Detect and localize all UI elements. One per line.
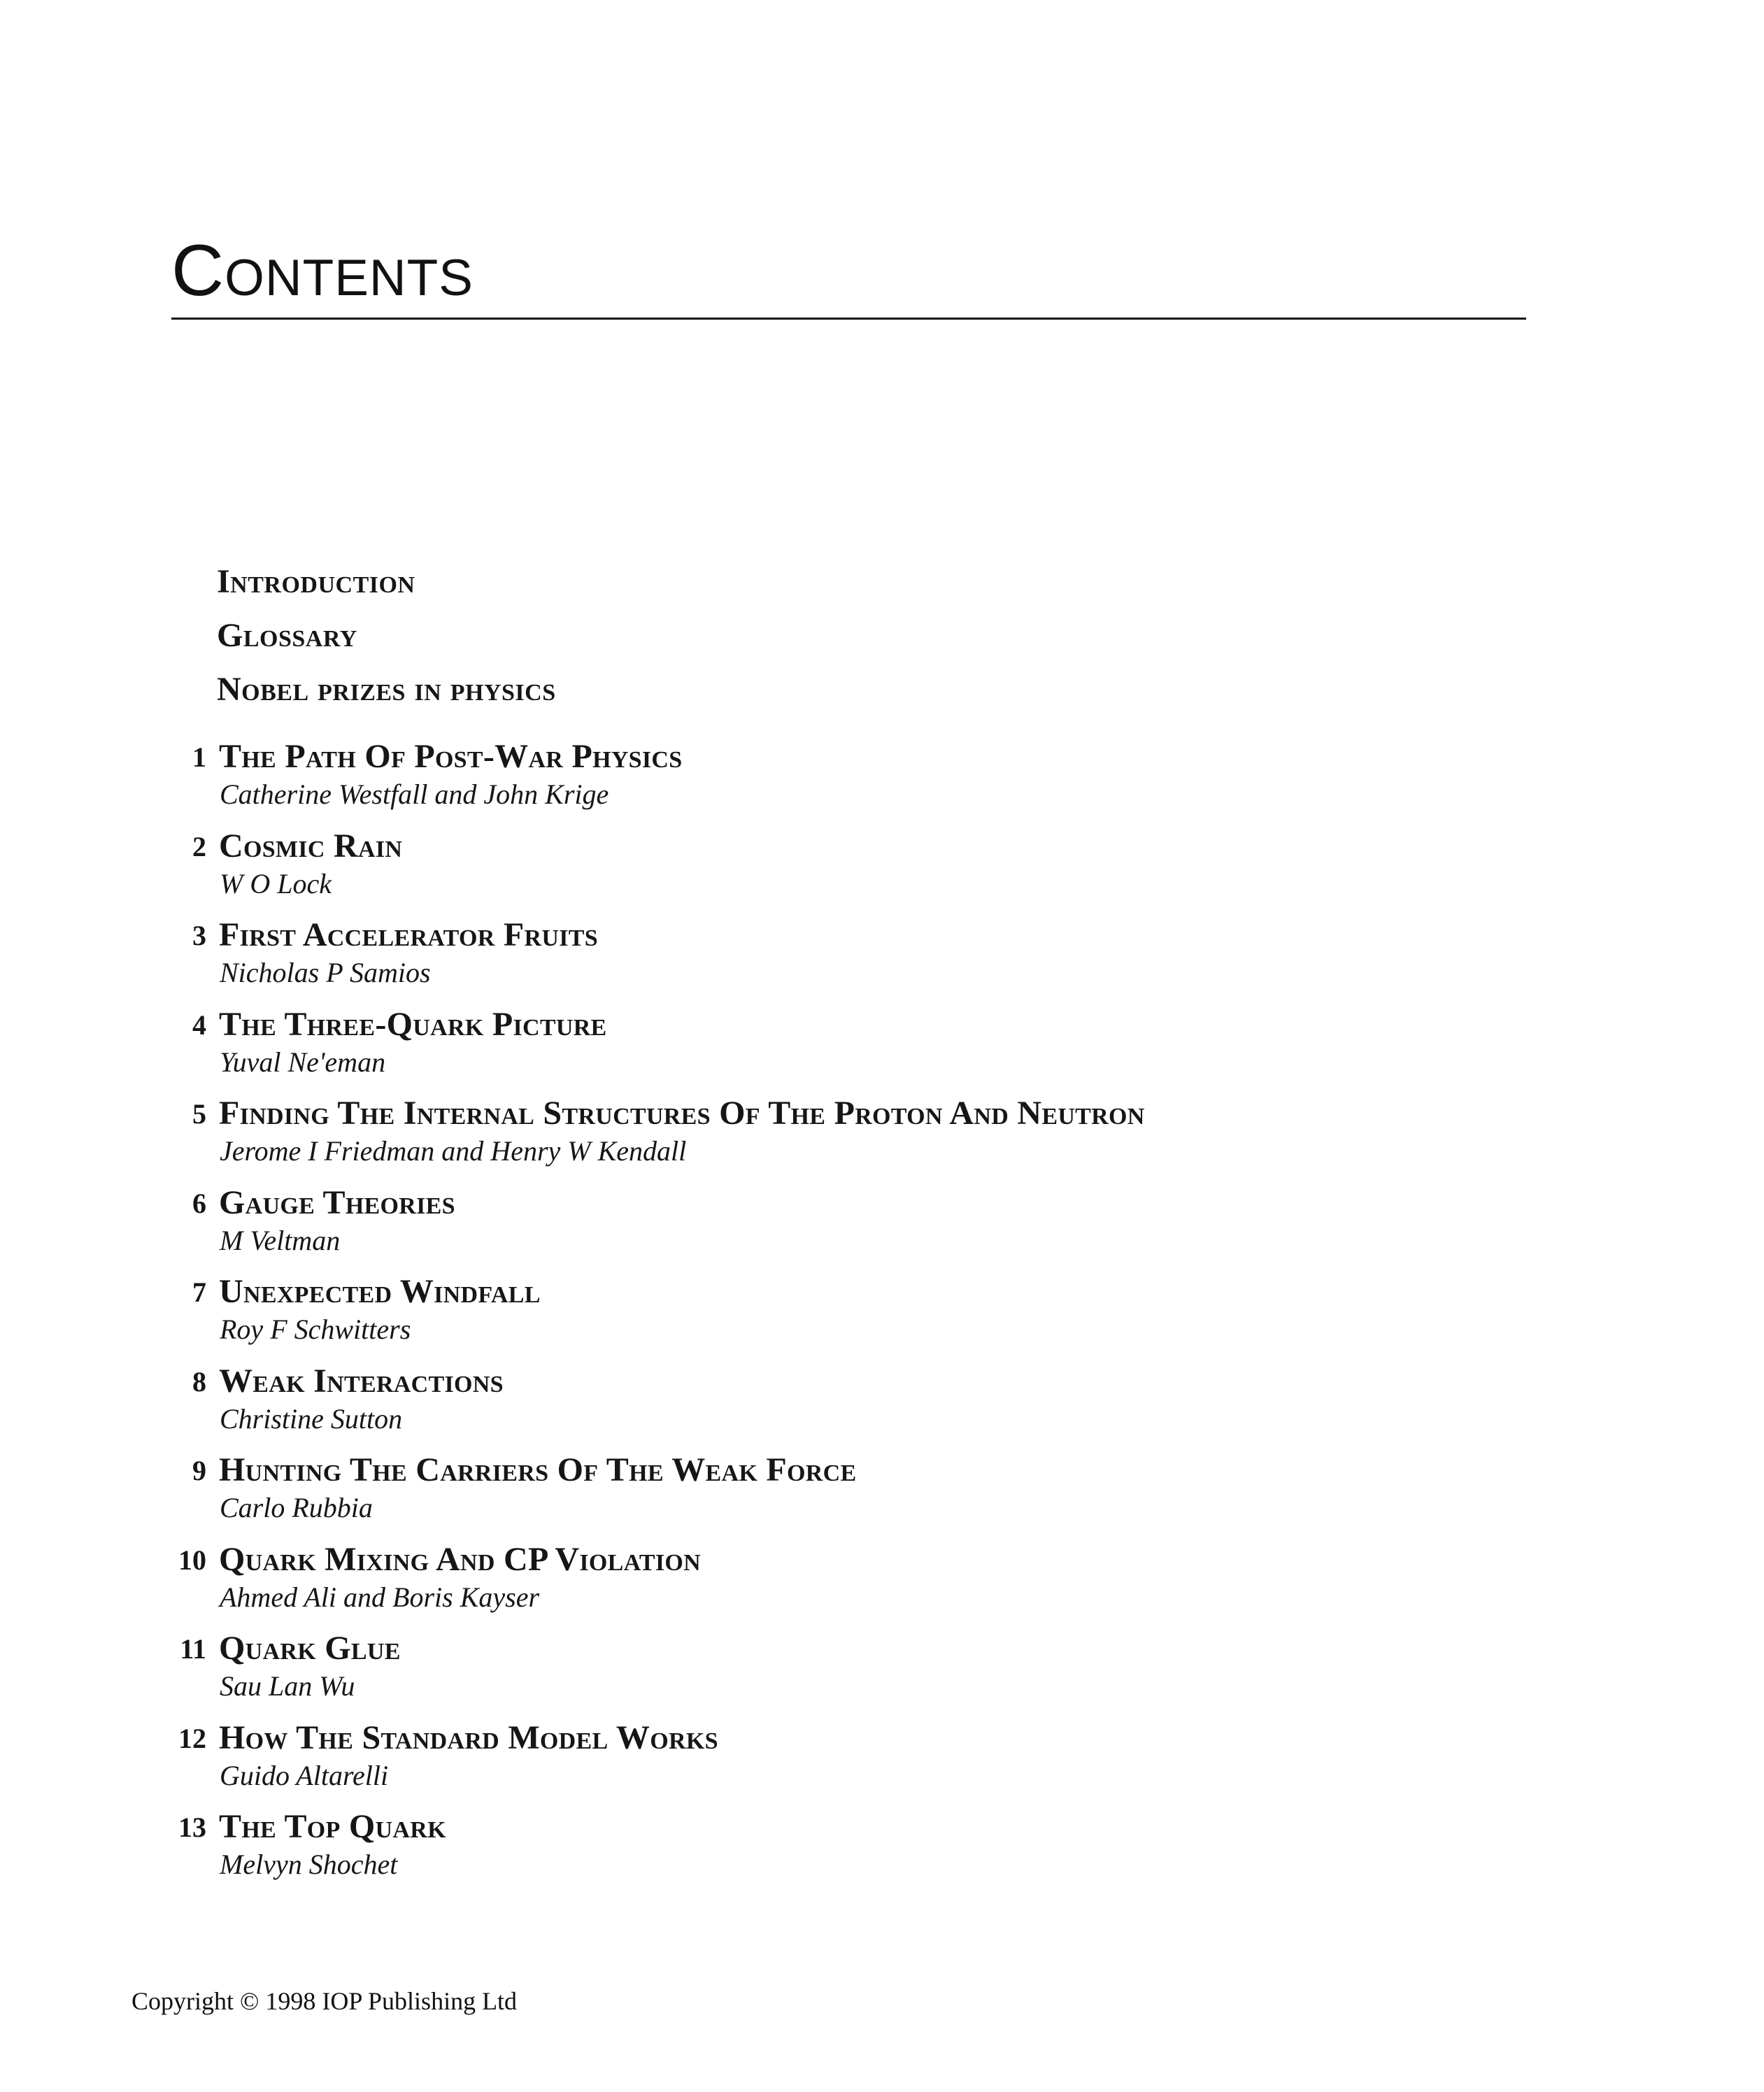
chapter-title: Cosmic Rain	[219, 827, 403, 864]
chapter-author: Carlo Rubbia	[220, 1492, 373, 1523]
chapter-title: How The Standard Model Works	[219, 1719, 718, 1756]
chapter-number: 4	[192, 1009, 206, 1041]
chapter-number: 10	[178, 1544, 206, 1576]
chapter-author: W O Lock	[220, 867, 332, 899]
copyright-notice: Copyright © 1998 IOP Publishing Ltd	[131, 1987, 518, 2015]
chapter-number: 2	[192, 830, 206, 862]
chapter-number: 3	[192, 920, 206, 951]
chapter-title: Weak Interactions	[219, 1362, 504, 1400]
chapter-author: Jerome I Friedman and Henry W Kendall	[220, 1135, 687, 1167]
chapter-author: Catherine Westfall and John Krige	[220, 778, 609, 810]
chapter-author: Roy F Schwitters	[220, 1314, 411, 1345]
chapter-number: 12	[178, 1722, 206, 1754]
chapter-number: 8	[192, 1365, 206, 1397]
chapter-author: Nicholas P Samios	[220, 957, 431, 988]
front-matter-item-introduction[interactable]: Introduction	[217, 563, 415, 600]
chapter-author: Ahmed Ali and Boris Kayser	[220, 1581, 540, 1613]
chapter-author: M Veltman	[220, 1224, 341, 1256]
chapter-number: 11	[180, 1633, 206, 1665]
chapter-title: The Top Quark	[219, 1808, 446, 1845]
chapter-title: Gauge Theories	[219, 1183, 455, 1221]
chapter-author: Christine Sutton	[220, 1402, 403, 1435]
page-title: Contents	[171, 230, 474, 311]
chapter-number: 1	[192, 741, 206, 773]
chapter-author: Sau Lan Wu	[220, 1670, 355, 1702]
chapter-title: Quark Glue	[219, 1630, 401, 1667]
chapter-author: Guido Altarelli	[220, 1759, 389, 1791]
front-matter-item-glossary[interactable]: Glossary	[217, 617, 357, 654]
title-divider	[171, 318, 1526, 320]
front-matter-list	[217, 557, 556, 719]
chapter-author: Melvyn Shochet	[220, 1849, 398, 1880]
chapter-title: The Path Of Post-War Physics	[219, 738, 683, 775]
chapter-number: 7	[192, 1276, 206, 1308]
chapter-title: Finding The Internal Structures Of The Proton And Neutron	[219, 1095, 1145, 1132]
chapter-number: 9	[192, 1455, 206, 1486]
front-matter-item-nobel-prizes[interactable]: Nobel prizes in physics	[217, 671, 556, 708]
chapter-title: Unexpected Windfall	[219, 1273, 541, 1310]
chapter-author: Yuval Ne'eman	[220, 1046, 386, 1078]
chapter-number: 5	[192, 1098, 206, 1130]
chapter-number: 13	[178, 1812, 206, 1843]
chapter-title: First Accelerator Fruits	[219, 916, 598, 953]
chapter-title: Hunting The Carriers Of The Weak Force	[219, 1451, 857, 1488]
chapter-title: Quark Mixing And CP Violation	[219, 1540, 702, 1578]
chapter-number: 6	[192, 1187, 206, 1219]
chapter-title: The Three-Quark Picture	[219, 1005, 607, 1043]
